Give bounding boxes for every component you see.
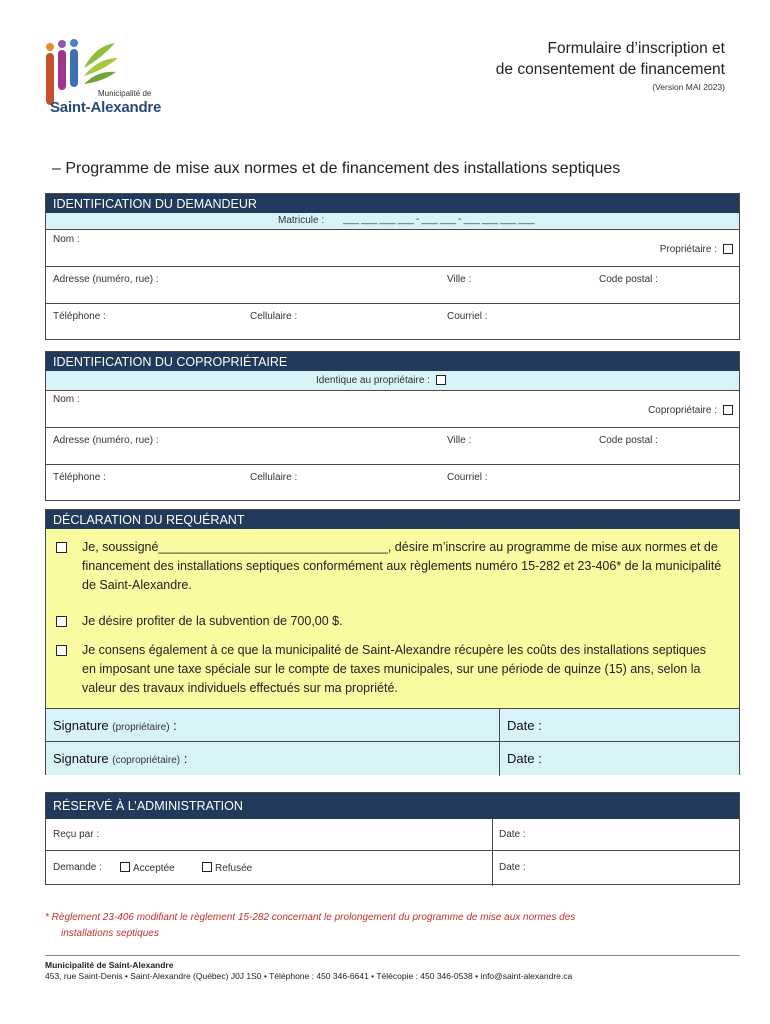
copro-adresse-label: Adresse (numéro, rue) : xyxy=(53,435,159,446)
acceptee-checkbox[interactable] xyxy=(120,862,130,872)
declaration-header: DÉCLARATION DU REQUÉRANT xyxy=(46,510,739,529)
logo-big-text: Saint-Alexandre xyxy=(50,99,162,116)
refusee-option[interactable]: Refusée xyxy=(202,862,252,874)
demandeur-header: IDENTIFICATION DU DEMANDEUR xyxy=(46,194,739,213)
proprietaire-checkbox[interactable] xyxy=(723,244,733,254)
footnote-line1: * Règlement 23-406 modifiant le règlement 15-282 concernant le prolongement du programme de mise aux normes des xyxy=(45,912,576,923)
adresse-row xyxy=(46,266,739,303)
admin-header: RÉSERVÉ À L’ADMINISTRATION xyxy=(46,793,739,819)
footer-municipality-name: Municipalité de Saint-Alexandre xyxy=(45,960,174,970)
demande-label: Demande : xyxy=(53,862,102,873)
telephone-label: Téléphone : xyxy=(53,311,106,322)
declaration-checkbox-3[interactable] xyxy=(56,645,67,656)
admin-section xyxy=(45,792,740,885)
demandeur-section xyxy=(45,193,740,340)
copro-nom-row xyxy=(46,390,739,427)
footnote xyxy=(45,910,575,942)
declaration-section xyxy=(45,509,740,775)
refusee-checkbox[interactable] xyxy=(202,862,212,872)
signature-proprietaire-label[interactable]: Signature (propriétaire) : xyxy=(53,718,177,733)
form-title-line2: de consentement de financement xyxy=(495,61,725,78)
recu-row xyxy=(46,819,739,850)
copro-courriel-label: Courriel : xyxy=(447,472,488,483)
demande-row xyxy=(46,850,739,885)
cellulaire-label: Cellulaire : xyxy=(250,311,298,322)
declaration-item-2: Je désire profiter de la subvention de 700,00 $. xyxy=(82,614,343,628)
adresse-label: Adresse (numéro, rue) : xyxy=(53,274,159,285)
copro-adresse-row xyxy=(46,427,739,464)
matricule-field[interactable]: ___ ___ ___ ___ - ___ ___ - ___ ___ ___ ___ xyxy=(343,214,535,225)
copro-ville-label: Ville : xyxy=(447,435,472,446)
copro-telephone-label: Téléphone : xyxy=(53,472,106,483)
declaration-checkbox-1[interactable] xyxy=(56,542,67,553)
signature-coproprietaire-label[interactable]: Signature (copropriétaire) : xyxy=(53,751,188,766)
form-title-line1: Formulaire d’inscription et xyxy=(547,40,725,57)
recu-date-label: Date : xyxy=(499,829,526,840)
code-postal-label: Code postal : xyxy=(599,274,658,285)
acceptee-option[interactable]: Acceptée xyxy=(120,862,175,874)
signature-proprietaire-date[interactable]: Date : xyxy=(507,718,542,733)
signature-proprietaire-row xyxy=(46,708,739,741)
form-version: (Version MAI 2023) xyxy=(652,82,725,92)
identique-checkbox[interactable] xyxy=(436,375,446,385)
coproprietaire-checkbox[interactable] xyxy=(723,405,733,415)
courriel-label: Courriel : xyxy=(447,311,488,322)
proprietaire-label: Propriétaire : xyxy=(660,244,733,255)
telephone-row xyxy=(46,303,739,340)
nom-label: Nom : xyxy=(53,234,80,245)
footer-address: 453, rue Saint-Denis • Saint-Alexandre (Québec) J0J 1S0 • Téléphone : 450 346-6641 • Télécopie : 450 346-0538 • info@saint-alexandre.ca xyxy=(45,971,573,981)
footer-divider xyxy=(45,955,740,956)
footnote-line2: installations septiques xyxy=(61,928,159,939)
declaration-body xyxy=(46,529,739,708)
copro-cellulaire-label: Cellulaire : xyxy=(250,472,298,483)
identique-row xyxy=(46,371,739,390)
signature-coproprietaire-date[interactable]: Date : xyxy=(507,751,542,766)
signature-coproprietaire-row xyxy=(46,741,739,775)
copro-nom-label: Nom : xyxy=(53,394,80,405)
demande-date-label: Date : xyxy=(499,862,526,873)
copro-telephone-row xyxy=(46,464,739,501)
ville-label: Ville : xyxy=(447,274,472,285)
identique-label: Identique au propriétaire : xyxy=(316,375,446,386)
coproprietaire-section xyxy=(45,351,740,501)
copro-code-postal-label: Code postal : xyxy=(599,435,658,446)
program-title: – Programme de mise aux normes et de financement des installations septiques xyxy=(52,160,621,177)
declaration-checkbox-2[interactable] xyxy=(56,616,67,627)
logo-small-text: Municipalité de xyxy=(98,89,152,98)
matricule-label: Matricule : xyxy=(278,215,325,226)
matricule-row xyxy=(46,213,739,229)
coproprietaire-label: Copropriétaire : xyxy=(648,405,733,416)
nom-row xyxy=(46,229,739,266)
coproprietaire-header: IDENTIFICATION DU COPROPRIÉTAIRE xyxy=(46,352,739,371)
declaration-item-1: Je, soussigné_________________________________, désire m’inscrire au programme de mise aux normes et de financement des installations septiques conformément aux règlements numéro 15-282 et 23-406* de la municipalité de Saint-Alexandre. xyxy=(82,540,722,592)
declaration-item-3: Je consens également à ce que la municipalité de Saint-Alexandre récupère les coûts des installations septiques en imposant une taxe spéciale sur le compte de taxes municipales, sur une période de quinze (15) ans, selon la valeur des travaux individuels effectués sur ma propriété. xyxy=(82,643,706,695)
recu-par-label: Reçu par : xyxy=(53,829,100,840)
